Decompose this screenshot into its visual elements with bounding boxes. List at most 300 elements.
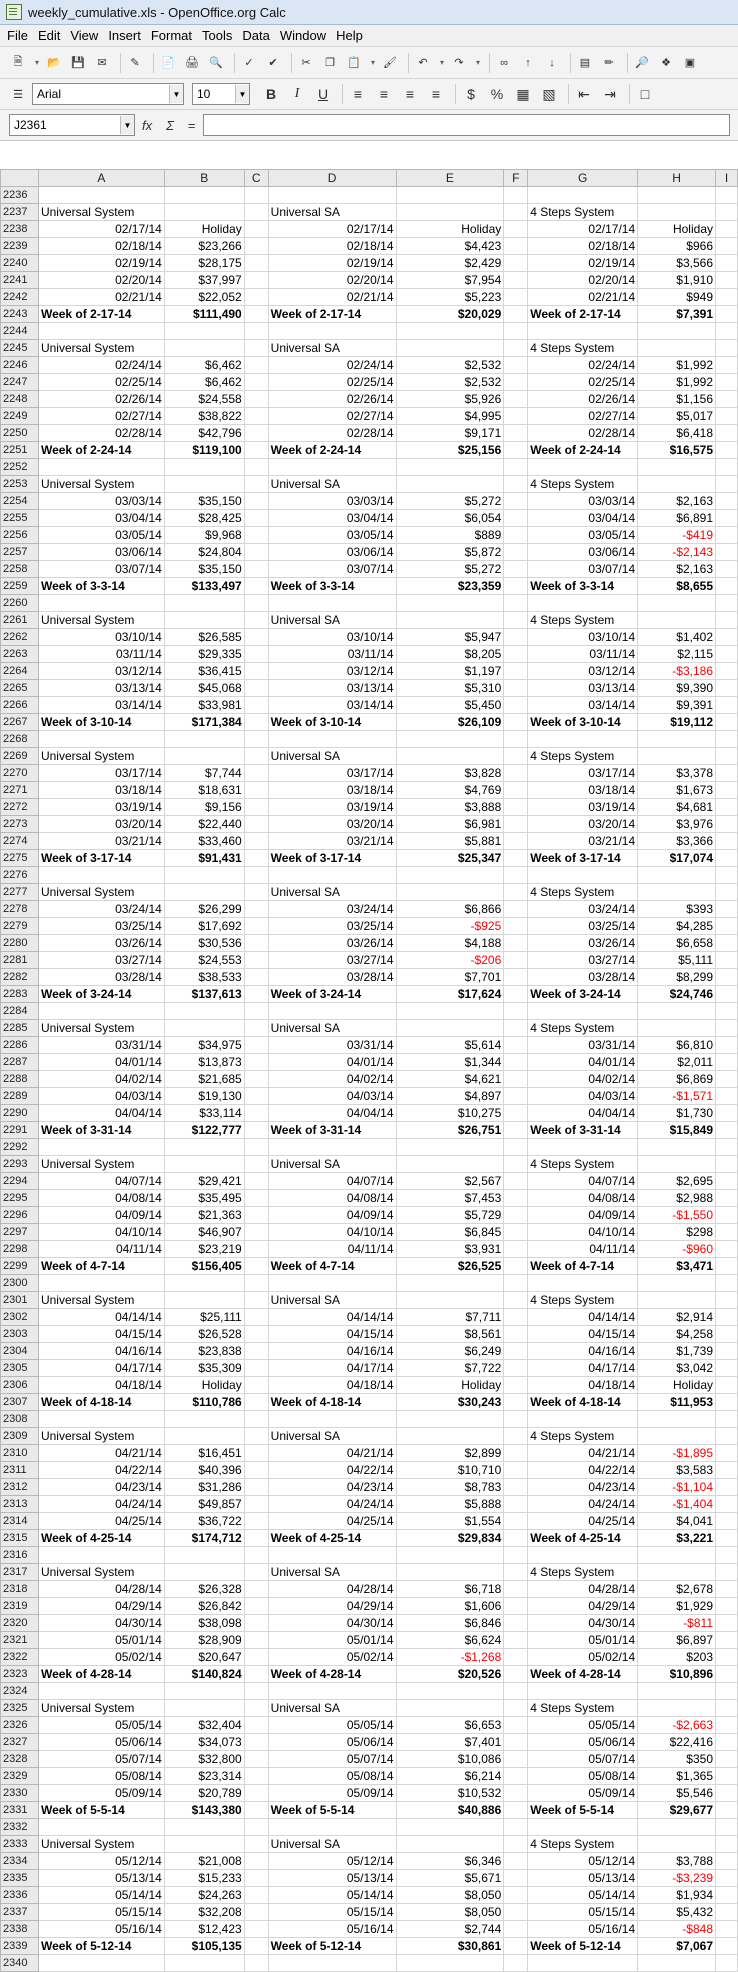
cell[interactable]: 04/28/14 [528,1581,638,1598]
row-header[interactable]: 2303 [1,1326,39,1343]
cell[interactable] [716,1326,738,1343]
cell[interactable] [164,187,244,204]
cell[interactable]: $171,384 [164,714,244,731]
cell[interactable] [244,187,268,204]
cell[interactable]: Week of 3-24-14 [268,986,396,1003]
cell[interactable] [528,1683,638,1700]
cell[interactable]: $5,310 [396,680,504,697]
cell[interactable]: $38,822 [164,408,244,425]
cell[interactable]: 4 Steps System [528,748,638,765]
cell[interactable] [716,1564,738,1581]
row-header[interactable]: 2237 [1,204,39,221]
cell[interactable] [504,1734,528,1751]
cell[interactable] [504,1309,528,1326]
cell[interactable]: 04/18/14 [528,1377,638,1394]
cell[interactable] [716,782,738,799]
row-header[interactable]: 2338 [1,1921,39,1938]
row-header[interactable]: 2335 [1,1870,39,1887]
row-header[interactable]: 2292 [1,1139,39,1156]
cell[interactable]: 02/18/14 [528,238,638,255]
row-header[interactable]: 2256 [1,527,39,544]
cell[interactable] [716,952,738,969]
cell[interactable] [716,238,738,255]
cell[interactable] [244,1445,268,1462]
cell[interactable] [504,884,528,901]
cell[interactable] [716,425,738,442]
row-header[interactable]: 2309 [1,1428,39,1445]
cell[interactable]: 02/24/14 [38,357,164,374]
cell[interactable] [244,1190,268,1207]
cell[interactable] [504,306,528,323]
cell[interactable]: 05/07/14 [528,1751,638,1768]
cell[interactable] [504,1071,528,1088]
cell[interactable] [244,1122,268,1139]
cell[interactable]: -$3,239 [638,1870,716,1887]
cell[interactable] [396,1836,504,1853]
cell[interactable] [638,1955,716,1972]
cell[interactable] [164,1139,244,1156]
row-header[interactable]: 2324 [1,1683,39,1700]
row-header[interactable]: 2263 [1,646,39,663]
paste-dropdown-icon[interactable]: ▾ [370,58,375,67]
cell[interactable] [504,1241,528,1258]
cell[interactable] [268,1683,396,1700]
cell[interactable] [164,204,244,221]
cell[interactable] [244,391,268,408]
cell[interactable] [244,1343,268,1360]
cell[interactable]: 04/09/14 [528,1207,638,1224]
cell[interactable] [716,1394,738,1411]
cell[interactable] [244,408,268,425]
undo-dropdown-icon[interactable]: ▾ [439,58,444,67]
cell[interactable]: 04/25/14 [38,1513,164,1530]
cell[interactable] [528,867,638,884]
cell[interactable] [164,323,244,340]
new-dropdown-icon[interactable]: ▾ [34,58,39,67]
cell[interactable]: 03/18/14 [268,782,396,799]
cell[interactable] [396,595,504,612]
cell[interactable]: 04/04/14 [528,1105,638,1122]
row-header[interactable]: 2248 [1,391,39,408]
cell[interactable] [504,187,528,204]
cell[interactable] [38,187,164,204]
cell[interactable]: $6,866 [396,901,504,918]
cell[interactable] [504,1921,528,1938]
cell[interactable] [244,867,268,884]
cell[interactable]: -$960 [638,1241,716,1258]
cell[interactable]: Week of 2-24-14 [268,442,396,459]
cell[interactable]: $38,098 [164,1615,244,1632]
cell[interactable]: $20,647 [164,1649,244,1666]
row-header[interactable]: 2238 [1,221,39,238]
cell[interactable]: 02/17/14 [528,221,638,238]
delete-decimal-icon[interactable]: ▧ [542,85,556,102]
cell[interactable] [504,544,528,561]
cell[interactable]: $140,824 [164,1666,244,1683]
cell[interactable] [396,867,504,884]
cell[interactable]: Week of 3-17-14 [268,850,396,867]
cell[interactable] [716,493,738,510]
cell[interactable] [38,867,164,884]
cell[interactable] [716,510,738,527]
row-header[interactable]: 2332 [1,1819,39,1836]
cell[interactable]: Universal System [38,1700,164,1717]
cell[interactable] [716,935,738,952]
cell[interactable]: Holiday [164,1377,244,1394]
cell[interactable] [164,1020,244,1037]
cell[interactable] [716,374,738,391]
cell[interactable] [638,1819,716,1836]
cell[interactable]: 03/31/14 [268,1037,396,1054]
cell[interactable] [504,1190,528,1207]
cell[interactable]: 04/24/14 [528,1496,638,1513]
edit-file-icon[interactable]: ✎ [130,57,140,69]
cell[interactable]: $29,677 [638,1802,716,1819]
cell[interactable] [244,714,268,731]
show-draw-functions-icon[interactable]: ✏ [604,57,614,69]
cell[interactable] [716,221,738,238]
cell[interactable]: $2,899 [396,1445,504,1462]
cell[interactable]: 03/18/14 [528,782,638,799]
cell[interactable] [244,1054,268,1071]
cell[interactable]: Universal SA [268,1700,396,1717]
cell[interactable]: $36,722 [164,1513,244,1530]
row-header[interactable]: 2253 [1,476,39,493]
cell[interactable] [504,289,528,306]
cell[interactable] [504,1904,528,1921]
cell[interactable]: Universal SA [268,1020,396,1037]
cell[interactable]: 02/25/14 [528,374,638,391]
cell[interactable] [638,204,716,221]
cell[interactable]: Week of 4-25-14 [38,1530,164,1547]
cell[interactable] [504,238,528,255]
row-header[interactable]: 2333 [1,1836,39,1853]
cell[interactable]: $5,872 [396,544,504,561]
cell[interactable]: $23,314 [164,1768,244,1785]
cell[interactable] [268,595,396,612]
cell[interactable] [504,1377,528,1394]
cell[interactable]: 04/01/14 [38,1054,164,1071]
cell[interactable] [244,901,268,918]
row-header[interactable]: 2318 [1,1581,39,1598]
cell[interactable]: 03/12/14 [38,663,164,680]
row-header[interactable]: 2290 [1,1105,39,1122]
paste-icon[interactable]: 📋 [347,57,361,69]
row-header[interactable]: 2281 [1,952,39,969]
cell[interactable]: $26,299 [164,901,244,918]
cell[interactable]: Week of 5-12-14 [268,1938,396,1955]
row-header[interactable]: 2280 [1,935,39,952]
menu-insert[interactable]: Insert [108,28,141,43]
row-header[interactable]: 2329 [1,1768,39,1785]
function-wizard-icon[interactable]: fx [142,117,153,133]
cell[interactable]: $29,834 [396,1530,504,1547]
column-header-f[interactable]: F [504,170,528,187]
cell[interactable] [504,1666,528,1683]
cell[interactable] [244,1496,268,1513]
cell[interactable]: $2,163 [638,493,716,510]
cell[interactable] [244,221,268,238]
cell[interactable]: $9,156 [164,799,244,816]
cell[interactable]: 05/13/14 [38,1870,164,1887]
cell[interactable] [504,323,528,340]
cell[interactable]: 03/27/14 [38,952,164,969]
cell[interactable]: 04/10/14 [38,1224,164,1241]
row-header[interactable]: 2299 [1,1258,39,1275]
cell[interactable] [396,1428,504,1445]
cell[interactable] [504,1564,528,1581]
cell[interactable] [504,697,528,714]
cell[interactable]: 04/07/14 [268,1173,396,1190]
cell[interactable] [268,1003,396,1020]
cell[interactable]: Week of 5-5-14 [268,1802,396,1819]
cell[interactable] [244,425,268,442]
cell[interactable]: $19,112 [638,714,716,731]
cell[interactable] [638,340,716,357]
cell[interactable]: $1,910 [638,272,716,289]
row-header[interactable]: 2331 [1,1802,39,1819]
cell[interactable]: $7,954 [396,272,504,289]
cell[interactable]: 03/24/14 [528,901,638,918]
cell[interactable]: $32,208 [164,1904,244,1921]
cell[interactable]: 03/25/14 [38,918,164,935]
cell[interactable]: 03/10/14 [38,629,164,646]
cell[interactable]: $26,528 [164,1326,244,1343]
cell[interactable]: $8,050 [396,1904,504,1921]
cell[interactable] [504,340,528,357]
cell[interactable]: $105,135 [164,1938,244,1955]
cell[interactable]: $6,624 [396,1632,504,1649]
row-header[interactable]: 2259 [1,578,39,595]
cell[interactable]: 03/25/14 [268,918,396,935]
cell[interactable]: 05/09/14 [38,1785,164,1802]
sum-icon[interactable]: Σ [166,117,174,133]
cell[interactable] [504,731,528,748]
cell[interactable] [638,459,716,476]
cell[interactable]: 02/28/14 [268,425,396,442]
cell[interactable]: $133,497 [164,578,244,595]
cell[interactable] [268,1411,396,1428]
cell[interactable]: 4 Steps System [528,1564,638,1581]
cell[interactable]: 03/20/14 [268,816,396,833]
cell[interactable]: 03/11/14 [268,646,396,663]
cell[interactable] [638,731,716,748]
cell[interactable]: 03/06/14 [528,544,638,561]
row-header[interactable]: 2297 [1,1224,39,1241]
cell[interactable] [268,1139,396,1156]
cell[interactable]: $3,828 [396,765,504,782]
cell[interactable] [396,1139,504,1156]
cell[interactable] [504,1581,528,1598]
cell[interactable]: Week of 5-5-14 [38,1802,164,1819]
cell[interactable]: $1,197 [396,663,504,680]
cell[interactable] [244,323,268,340]
cell[interactable]: 03/19/14 [38,799,164,816]
cell[interactable] [716,1802,738,1819]
cell[interactable]: Week of 2-24-14 [38,442,164,459]
cell[interactable] [244,595,268,612]
cell[interactable] [504,1224,528,1241]
cell[interactable]: $3,366 [638,833,716,850]
cell[interactable]: $4,285 [638,918,716,935]
cell[interactable]: 04/25/14 [268,1513,396,1530]
cell[interactable]: 03/25/14 [528,918,638,935]
menu-file[interactable]: File [7,28,28,43]
cell[interactable] [716,476,738,493]
cell[interactable] [244,1207,268,1224]
cell[interactable] [244,1649,268,1666]
cell[interactable]: -$1,104 [638,1479,716,1496]
cell[interactable]: $6,869 [638,1071,716,1088]
cell[interactable] [528,731,638,748]
cell[interactable] [244,969,268,986]
cell[interactable] [716,1428,738,1445]
cell[interactable] [504,1955,528,1972]
cell[interactable] [396,1275,504,1292]
menu-edit[interactable]: Edit [37,28,61,43]
row-header[interactable]: 2266 [1,697,39,714]
cell[interactable] [716,833,738,850]
cell[interactable]: Week of 2-17-14 [528,306,638,323]
cell[interactable]: 03/18/14 [38,782,164,799]
cell[interactable] [164,459,244,476]
cell[interactable]: $3,042 [638,1360,716,1377]
cell[interactable]: $2,163 [638,561,716,578]
cell[interactable] [38,1139,164,1156]
cell[interactable] [716,748,738,765]
cell[interactable] [504,527,528,544]
row-header[interactable]: 2251 [1,442,39,459]
cell[interactable] [504,510,528,527]
cell[interactable]: Universal SA [268,1836,396,1853]
cell[interactable]: $17,074 [638,850,716,867]
hyperlink-icon[interactable]: ∞ [500,56,508,69]
cell[interactable] [716,1292,738,1309]
cell[interactable] [504,1462,528,1479]
cell[interactable]: 02/26/14 [38,391,164,408]
cell[interactable]: $12,423 [164,1921,244,1938]
cell[interactable] [504,714,528,731]
cell[interactable]: 02/20/14 [38,272,164,289]
cell[interactable]: 05/15/14 [268,1904,396,1921]
cell[interactable] [504,1003,528,1020]
cell[interactable]: 04/22/14 [38,1462,164,1479]
cell[interactable]: Week of 3-3-14 [38,578,164,595]
cell[interactable] [504,1360,528,1377]
cell[interactable]: $119,100 [164,442,244,459]
cell[interactable]: $949 [638,289,716,306]
cell[interactable] [504,629,528,646]
cell[interactable] [244,493,268,510]
cell[interactable] [504,901,528,918]
cell[interactable]: -$1,404 [638,1496,716,1513]
cell[interactable] [716,1309,738,1326]
cell[interactable]: 03/17/14 [38,765,164,782]
cell[interactable]: 04/02/14 [268,1071,396,1088]
row-header[interactable]: 2249 [1,408,39,425]
cell[interactable] [244,1428,268,1445]
cell[interactable]: $29,421 [164,1173,244,1190]
cell[interactable] [504,272,528,289]
cell[interactable]: $4,188 [396,935,504,952]
cell[interactable] [396,340,504,357]
cell[interactable]: $8,205 [396,646,504,663]
cell[interactable] [504,357,528,374]
cell[interactable]: Week of 5-12-14 [528,1938,638,1955]
cell[interactable]: $10,710 [396,1462,504,1479]
cell[interactable]: 02/21/14 [528,289,638,306]
cell[interactable]: $1,554 [396,1513,504,1530]
cell[interactable]: 05/05/14 [38,1717,164,1734]
cell[interactable]: $17,624 [396,986,504,1003]
cell[interactable] [396,1003,504,1020]
navigator-icon[interactable]: ❖ [661,57,671,69]
cell[interactable] [396,731,504,748]
cell[interactable] [244,442,268,459]
cell[interactable] [244,255,268,272]
cell[interactable]: 03/14/14 [268,697,396,714]
cell[interactable] [504,1326,528,1343]
row-header[interactable]: 2312 [1,1479,39,1496]
cell[interactable] [528,187,638,204]
cell[interactable] [504,1615,528,1632]
row-header[interactable]: 2286 [1,1037,39,1054]
cell[interactable]: $9,390 [638,680,716,697]
cell[interactable] [504,833,528,850]
cell[interactable] [716,1343,738,1360]
cell[interactable]: $2,115 [638,646,716,663]
cell[interactable]: $8,050 [396,1887,504,1904]
cell[interactable]: 05/06/14 [528,1734,638,1751]
row-header[interactable]: 2265 [1,680,39,697]
cell[interactable]: $1,992 [638,357,716,374]
cell[interactable] [504,1105,528,1122]
row-header[interactable]: 2296 [1,1207,39,1224]
cell[interactable] [504,561,528,578]
cell[interactable] [716,1513,738,1530]
cell[interactable]: Universal SA [268,340,396,357]
cell[interactable]: $2,011 [638,1054,716,1071]
cell[interactable]: $1,156 [638,391,716,408]
cell[interactable] [504,1632,528,1649]
cell[interactable] [528,1003,638,1020]
row-header[interactable]: 2288 [1,1071,39,1088]
cell[interactable]: 04/11/14 [528,1241,638,1258]
row-header[interactable]: 2283 [1,986,39,1003]
cell[interactable]: $31,286 [164,1479,244,1496]
cell[interactable]: $19,130 [164,1088,244,1105]
cell[interactable] [268,1547,396,1564]
cell[interactable]: $42,796 [164,425,244,442]
cell[interactable] [268,731,396,748]
cell[interactable] [504,1020,528,1037]
cell[interactable] [164,595,244,612]
cell[interactable] [716,527,738,544]
cell[interactable]: 04/17/14 [38,1360,164,1377]
cell[interactable] [716,1020,738,1037]
cell[interactable]: $46,907 [164,1224,244,1241]
cell[interactable] [268,867,396,884]
align-left-icon[interactable]: ≡ [353,86,363,102]
cell[interactable]: 04/30/14 [268,1615,396,1632]
cell[interactable]: Universal SA [268,1292,396,1309]
cell[interactable]: Week of 4-18-14 [38,1394,164,1411]
cell[interactable]: $393 [638,901,716,918]
cell[interactable] [504,952,528,969]
cell[interactable]: 03/11/14 [528,646,638,663]
cell[interactable]: 04/17/14 [268,1360,396,1377]
cell[interactable]: 04/11/14 [268,1241,396,1258]
